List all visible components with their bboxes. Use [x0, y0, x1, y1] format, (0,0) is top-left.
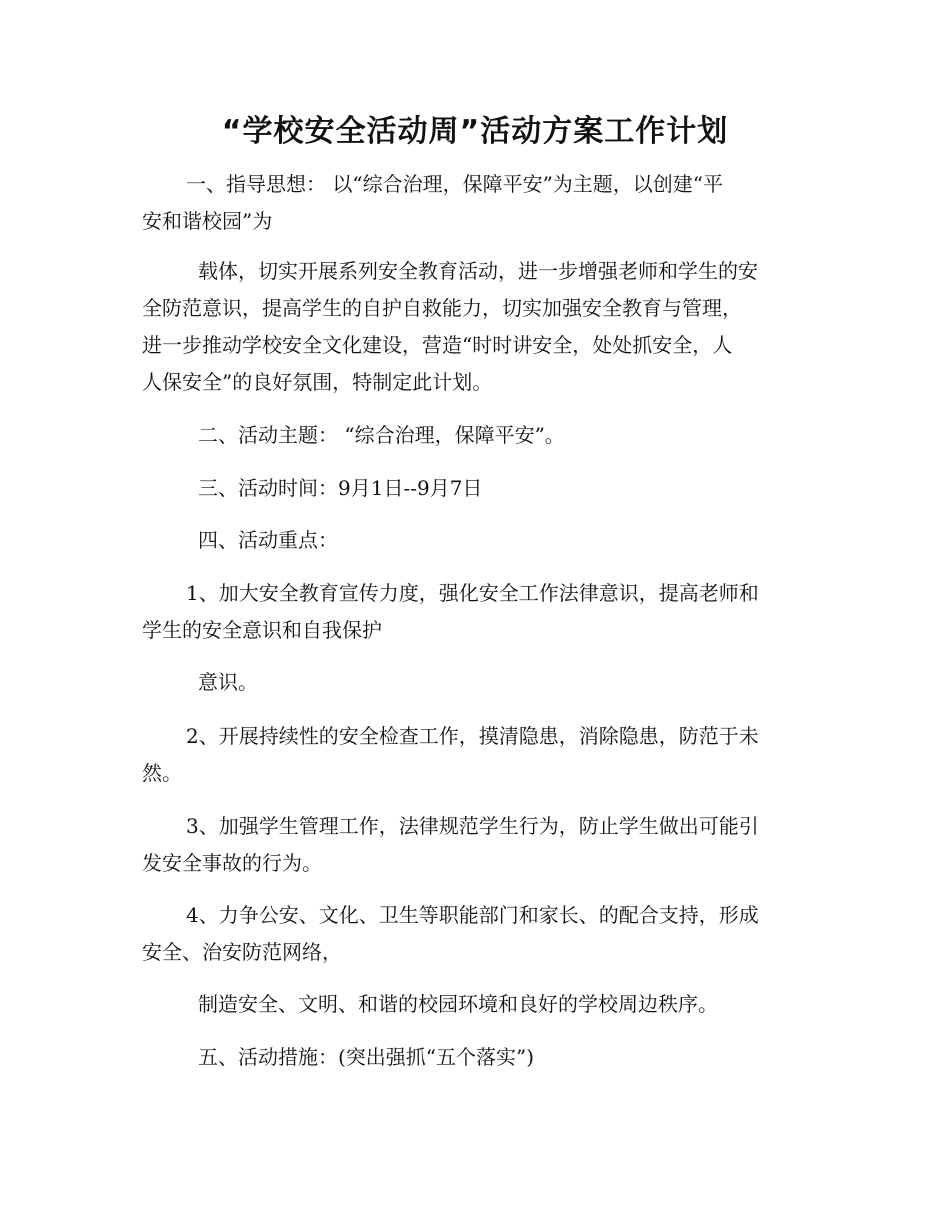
- paragraph-line: 学生的安全意识和自我保护: [142, 618, 382, 642]
- paragraph-guiding-thought: [142, 166, 808, 240]
- paragraph-focus-heading: [142, 522, 808, 559]
- paragraph-line: 三、活动时间：9月1日--9月7日: [198, 476, 483, 500]
- paragraph-line: 4、力争公安、文化、卫生等职能部门和家长、的配合支持，形成: [186, 903, 759, 927]
- paragraph-line: 意识。: [198, 670, 258, 694]
- paragraph-item-1-continued: [142, 664, 808, 701]
- paragraph-line: 然。: [142, 761, 182, 785]
- paragraph-time: [142, 470, 808, 507]
- paragraph-line: 四、活动重点：: [198, 528, 338, 552]
- document-title: “学校安全活动周”活动方案工作计划: [221, 114, 729, 149]
- paragraph-theme: [142, 417, 808, 454]
- paragraph-line: 制造安全、文明、和谐的校园环境和良好的学校周边秩序。: [198, 992, 718, 1016]
- paragraph-line: 安和谐校园”为: [142, 209, 273, 233]
- paragraph-line: 一、指导思想： 以“综合治理，保障平安”为主题，以创建“平: [186, 172, 724, 196]
- paragraph-line: 全防范意识，提高学生的自护自救能力，切实加强安全教育与管理，: [142, 296, 742, 320]
- paragraph-carrier: [142, 253, 808, 401]
- paragraph-line: 安全、治安防范网络，: [142, 940, 342, 964]
- paragraph-item-4-continued: [142, 986, 808, 1023]
- paragraph-line: 人保安全”的良好氛围，特制定此计划。: [142, 370, 493, 394]
- paragraph-line: 五、活动措施：(突出强抓“五个落实”): [198, 1045, 535, 1069]
- paragraph-line: 二、活动主题： “综合治理，保障平安”。: [198, 423, 565, 447]
- paragraph-line: 1、加大安全教育宣传力度，强化安全工作法律意识，提高老师和: [186, 581, 759, 605]
- paragraph-item-2: [142, 718, 808, 792]
- paragraph-measures-heading: [142, 1039, 808, 1076]
- paragraph-item-4: [142, 897, 808, 971]
- paragraph-item-1: [142, 575, 808, 649]
- paragraph-line: 载体，切实开展系列安全教育活动，进一步增强老师和学生的安: [198, 259, 758, 283]
- paragraph-line: 2、开展持续性的安全检查工作，摸清隐患，消除隐患，防范于未: [186, 724, 759, 748]
- paragraph-line: 发安全事故的行为。: [142, 851, 322, 875]
- paragraph-line: 进一步推动学校安全文化建设，营造“时时讲安全，处处抓安全，人: [142, 333, 733, 357]
- paragraph-item-3: [142, 808, 808, 882]
- paragraph-line: 3、加强学生管理工作，法律规范学生行为，防止学生做出可能引: [186, 814, 759, 838]
